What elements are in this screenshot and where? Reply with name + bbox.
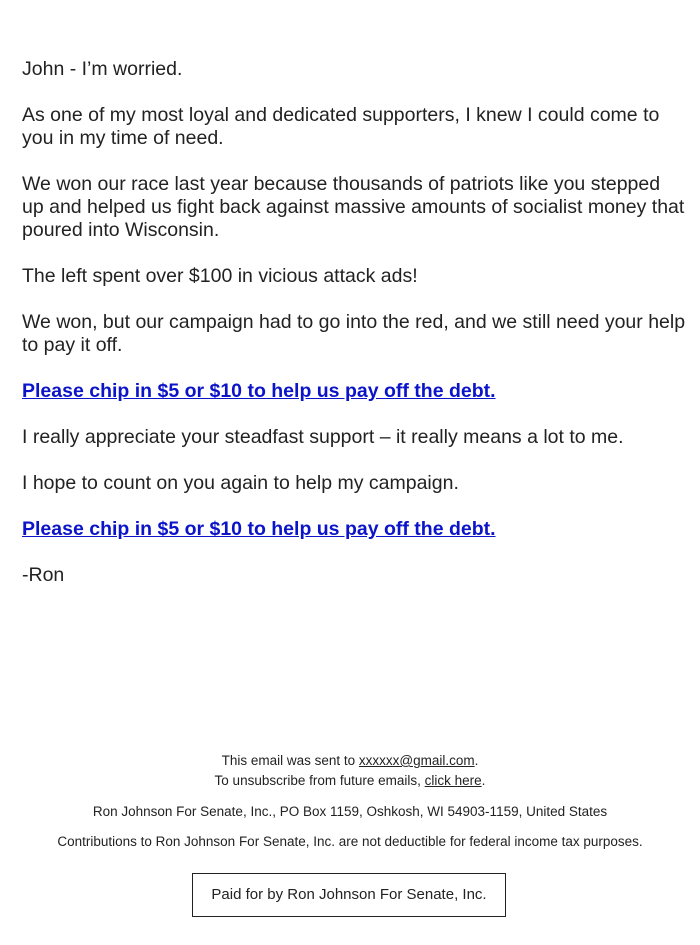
- paragraph-loyal-supporters: As one of my most loyal and dedicated supporters, I knew I could come to you in my time of need.: [22, 104, 660, 149]
- cta-paragraph-1: [22, 380, 687, 403]
- unsubscribe-suffix: .: [481, 773, 486, 788]
- paragraph-campaign-debt: We won, but our campaign had to go into the red, and we still need your help to pay it off.: [22, 311, 686, 356]
- sent-to-suffix: .: [474, 753, 479, 768]
- donate-link-1[interactable]: Please chip in $5 or $10 to help us pay off the debt.: [22, 380, 496, 402]
- unsubscribe-line: [0, 771, 700, 791]
- greeting: John - I’m worried.: [22, 58, 183, 80]
- paragraph-race-won: We won our race last year because thousands of patriots like you stepped up and helped us fight back against massive amounts of socialist money that poured into Wisconsin.: [22, 173, 685, 241]
- paid-for-by-text: Paid for by Ron Johnson For Senate, Inc.: [211, 886, 487, 903]
- tax-disclaimer: Contributions to Ron Johnson For Senate, Inc. are not deductible for federal income tax purposes.: [57, 834, 643, 849]
- paragraph-hope: I hope to count on you again to help my campaign.: [22, 472, 459, 494]
- paragraph-attack-ads: The left spent over $100 in vicious attack ads!: [22, 265, 418, 287]
- signoff: -Ron: [22, 564, 65, 586]
- paragraph-appreciation: I really appreciate your steadfast support – it really means a lot to me.: [22, 426, 624, 448]
- paid-for-by-box: [192, 873, 506, 917]
- unsubscribe-prefix: To unsubscribe from future emails,: [214, 773, 425, 788]
- donate-link-2[interactable]: Please chip in $5 or $10 to help us pay off the debt.: [22, 518, 496, 540]
- cta-paragraph-2: [22, 518, 687, 541]
- unsubscribe-link[interactable]: click here: [424, 773, 482, 788]
- email-footer: [0, 751, 700, 852]
- sent-to-prefix: This email was sent to: [221, 753, 359, 768]
- email-body: [22, 58, 687, 610]
- recipient-email-link[interactable]: xxxxxx@gmail.com: [358, 753, 475, 768]
- sent-to-line: [0, 751, 700, 771]
- mailing-address: Ron Johnson For Senate, Inc., PO Box 1159, Oshkosh, WI 54903-1159, United States: [92, 804, 608, 819]
